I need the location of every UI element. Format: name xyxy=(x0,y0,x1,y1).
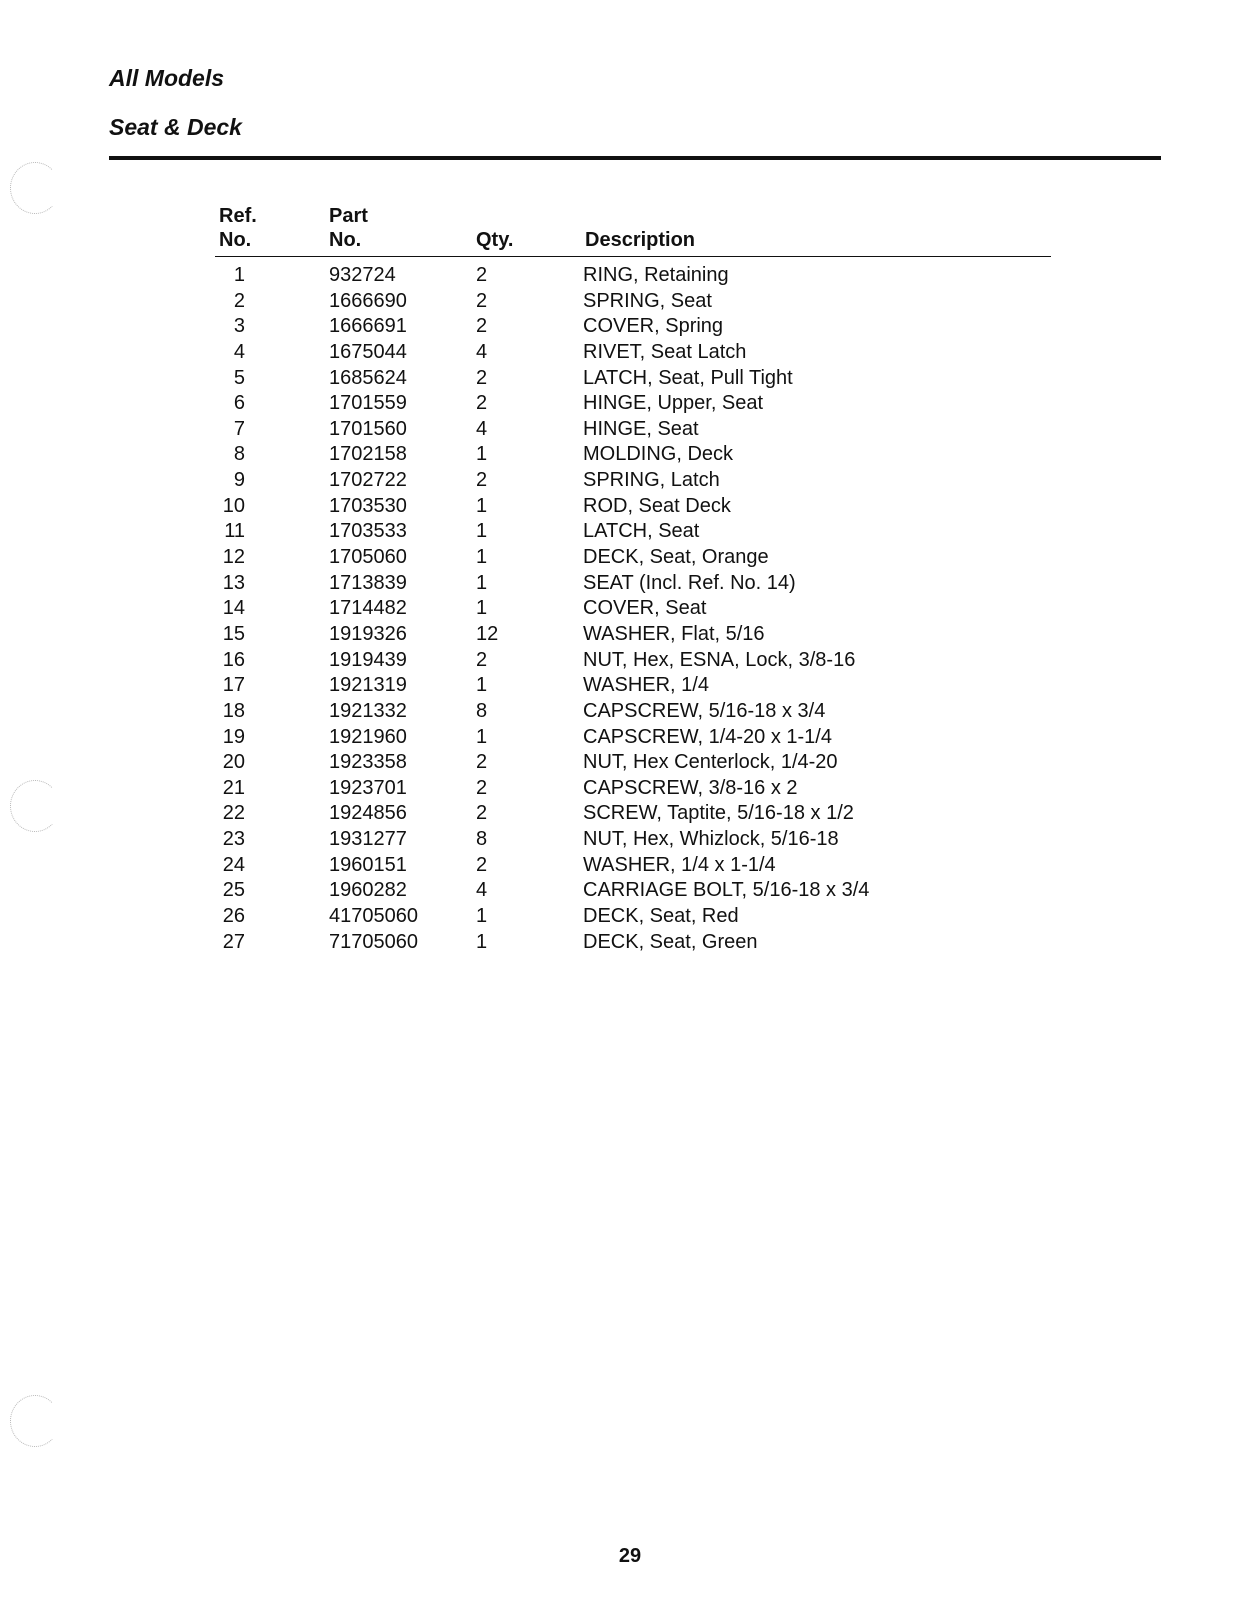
description-cell: NUT, Hex, ESNA, Lock, 3/8-16 xyxy=(583,648,856,671)
description-cell: LATCH, Seat xyxy=(583,520,700,543)
description-cell: HINGE, Seat xyxy=(583,417,699,440)
part-number-cell: 1703530 xyxy=(329,494,407,517)
column-header-ref: Ref. No. xyxy=(219,205,257,251)
ref-cell: 1 xyxy=(233,264,245,286)
part-number-cell: 1923358 xyxy=(329,751,407,774)
description-cell: CARRIAGE BOLT, 5/16-18 x 3/4 xyxy=(583,879,870,902)
quantity-cell: 2 xyxy=(476,853,488,876)
part-number-cell: 1685624 xyxy=(329,366,407,389)
binder-hole-icon xyxy=(10,162,60,214)
quantity-cell: 1 xyxy=(476,546,488,569)
description-cell: LATCH, Seat, Pull Tight xyxy=(583,366,793,389)
table-row xyxy=(0,366,1237,392)
table-row xyxy=(0,417,1237,443)
ref-cell: 9 xyxy=(233,469,245,492)
ref-cell: 14 xyxy=(222,597,245,620)
description-cell: RIVET, Seat Latch xyxy=(583,340,747,363)
table-row xyxy=(0,853,1237,879)
quantity-cell: 4 xyxy=(476,879,488,902)
binder-hole-icon xyxy=(10,780,60,832)
ref-cell: 2 xyxy=(233,289,245,312)
table-row xyxy=(0,519,1237,545)
part-number-cell: 1701559 xyxy=(329,392,407,415)
quantity-cell: 2 xyxy=(476,776,488,799)
description-cell: SPRING, Seat xyxy=(583,289,712,312)
section-heading: Seat & Deck xyxy=(109,114,242,140)
part-number-cell: 1705060 xyxy=(329,546,407,569)
description-cell: WASHER, Flat, 5/16 xyxy=(583,622,765,645)
table-row xyxy=(0,263,1237,289)
description-cell: NUT, Hex Centerlock, 1/4-20 xyxy=(583,751,838,774)
description-cell: DECK, Seat, Red xyxy=(583,905,739,928)
quantity-cell: 2 xyxy=(476,264,488,286)
quantity-cell: 1 xyxy=(476,494,488,517)
ref-cell: 8 xyxy=(233,443,245,466)
part-number-cell: 1701560 xyxy=(329,417,407,440)
parts-table xyxy=(0,263,1237,955)
quantity-cell: 2 xyxy=(476,648,488,671)
ref-cell: 21 xyxy=(222,776,245,799)
ref-cell: 19 xyxy=(222,725,245,748)
description-cell: CAPSCREW, 5/16-18 x 3/4 xyxy=(583,699,826,722)
quantity-cell: 2 xyxy=(476,315,488,338)
description-cell: SPRING, Latch xyxy=(583,469,720,492)
part-number-cell: 1714482 xyxy=(329,597,407,620)
ref-cell: 20 xyxy=(222,751,245,774)
table-row xyxy=(0,391,1237,417)
table-row xyxy=(0,776,1237,802)
ref-cell: 5 xyxy=(233,366,245,389)
table-row xyxy=(0,725,1237,751)
description-cell: SCREW, Taptite, 5/16-18 x 1/2 xyxy=(583,802,854,825)
quantity-cell: 1 xyxy=(476,597,488,620)
table-row xyxy=(0,314,1237,340)
quantity-cell: 1 xyxy=(476,905,488,928)
table-row xyxy=(0,827,1237,853)
description-cell: WASHER, 1/4 xyxy=(583,674,709,697)
ref-cell: 25 xyxy=(222,879,245,902)
header-divider xyxy=(109,156,1161,160)
table-row xyxy=(0,289,1237,315)
quantity-cell: 8 xyxy=(476,828,488,851)
part-number-cell: 1702722 xyxy=(329,469,407,492)
ref-cell: 7 xyxy=(233,417,245,440)
ref-cell: 4 xyxy=(233,340,245,363)
description-cell: CAPSCREW, 1/4-20 x 1-1/4 xyxy=(583,725,832,748)
part-number-cell: 1703533 xyxy=(329,520,407,543)
table-row xyxy=(0,699,1237,725)
description-cell: HINGE, Upper, Seat xyxy=(583,392,764,415)
column-header-part: Part No. xyxy=(329,205,368,251)
table-row xyxy=(0,596,1237,622)
part-number-cell: 1923701 xyxy=(329,776,407,799)
ref-cell: 17 xyxy=(222,674,245,697)
ref-cell: 16 xyxy=(222,648,245,671)
quantity-cell: 1 xyxy=(476,930,488,953)
table-row xyxy=(0,648,1237,674)
description-cell: CAPSCREW, 3/8-16 x 2 xyxy=(583,776,798,799)
part-number-cell: 932724 xyxy=(329,264,396,286)
part-number-cell: 1919326 xyxy=(329,622,407,645)
part-number-cell: 1702158 xyxy=(329,443,407,466)
quantity-cell: 2 xyxy=(476,751,488,774)
ref-cell: 11 xyxy=(224,520,245,543)
part-number-cell: 1921319 xyxy=(329,674,407,697)
part-number-cell: 1666691 xyxy=(329,315,407,338)
description-cell: COVER, Spring xyxy=(583,315,724,338)
models-heading: All Models xyxy=(109,65,225,91)
table-row xyxy=(0,750,1237,776)
quantity-cell: 12 xyxy=(476,622,499,645)
quantity-cell: 2 xyxy=(476,802,488,825)
table-row xyxy=(0,571,1237,597)
table-row xyxy=(0,494,1237,520)
table-row xyxy=(0,673,1237,699)
table-row xyxy=(0,904,1237,930)
ref-cell: 6 xyxy=(233,392,245,415)
ref-cell: 10 xyxy=(222,494,245,517)
description-cell: ROD, Seat Deck xyxy=(583,494,731,517)
table-row xyxy=(0,801,1237,827)
part-number-cell: 71705060 xyxy=(329,930,418,953)
table-row xyxy=(0,468,1237,494)
description-cell: NUT, Hex, Whizlock, 5/16-18 xyxy=(583,828,839,851)
part-number-cell: 1960151 xyxy=(329,853,407,876)
part-number-cell: 1960282 xyxy=(329,879,407,902)
page-number: 29 xyxy=(618,1545,642,1567)
ref-cell: 27 xyxy=(222,930,245,953)
ref-cell: 12 xyxy=(222,546,245,569)
part-number-cell: 1675044 xyxy=(329,340,407,363)
column-header-qty: Qty. xyxy=(476,229,514,251)
table-row xyxy=(0,878,1237,904)
part-number-cell: 1713839 xyxy=(329,571,407,594)
quantity-cell: 2 xyxy=(476,469,488,492)
part-number-cell: 41705060 xyxy=(329,905,418,928)
quantity-cell: 2 xyxy=(476,366,488,389)
description-cell: COVER, Seat xyxy=(583,597,707,620)
ref-cell: 22 xyxy=(222,802,245,825)
quantity-cell: 4 xyxy=(476,340,488,363)
description-cell: SEAT (Incl. Ref. No. 14) xyxy=(583,571,796,594)
quantity-cell: 1 xyxy=(476,725,488,748)
quantity-cell: 1 xyxy=(476,571,488,594)
quantity-cell: 1 xyxy=(476,520,488,543)
quantity-cell: 4 xyxy=(476,417,488,440)
table-row xyxy=(0,340,1237,366)
description-cell: DECK, Seat, Green xyxy=(583,930,758,953)
table-row xyxy=(0,545,1237,571)
ref-cell: 3 xyxy=(233,315,245,338)
ref-cell: 23 xyxy=(222,828,245,851)
part-number-cell: 1924856 xyxy=(329,802,407,825)
quantity-cell: 2 xyxy=(476,392,488,415)
quantity-cell: 1 xyxy=(476,443,488,466)
description-cell: MOLDING, Deck xyxy=(583,443,734,466)
table-row xyxy=(0,930,1237,956)
part-number-cell: 1931277 xyxy=(329,828,407,851)
part-number-cell: 1921332 xyxy=(329,699,407,722)
column-header-description: Description xyxy=(585,229,696,251)
quantity-cell: 8 xyxy=(476,699,488,722)
quantity-cell: 1 xyxy=(476,674,488,697)
table-row xyxy=(0,622,1237,648)
part-number-cell: 1666690 xyxy=(329,289,407,312)
table-header-divider xyxy=(215,256,1051,257)
ref-cell: 13 xyxy=(222,571,245,594)
ref-cell: 15 xyxy=(222,622,245,645)
table-row xyxy=(0,442,1237,468)
part-number-cell: 1919439 xyxy=(329,648,407,671)
description-cell: DECK, Seat, Orange xyxy=(583,546,769,569)
ref-cell: 26 xyxy=(222,905,245,928)
quantity-cell: 2 xyxy=(476,289,488,312)
description-cell: RING, Retaining xyxy=(583,264,729,286)
ref-cell: 18 xyxy=(222,699,245,722)
part-number-cell: 1921960 xyxy=(329,725,407,748)
binder-hole-icon xyxy=(10,1395,60,1447)
description-cell: WASHER, 1/4 x 1-1/4 xyxy=(583,853,776,876)
ref-cell: 24 xyxy=(222,853,245,876)
